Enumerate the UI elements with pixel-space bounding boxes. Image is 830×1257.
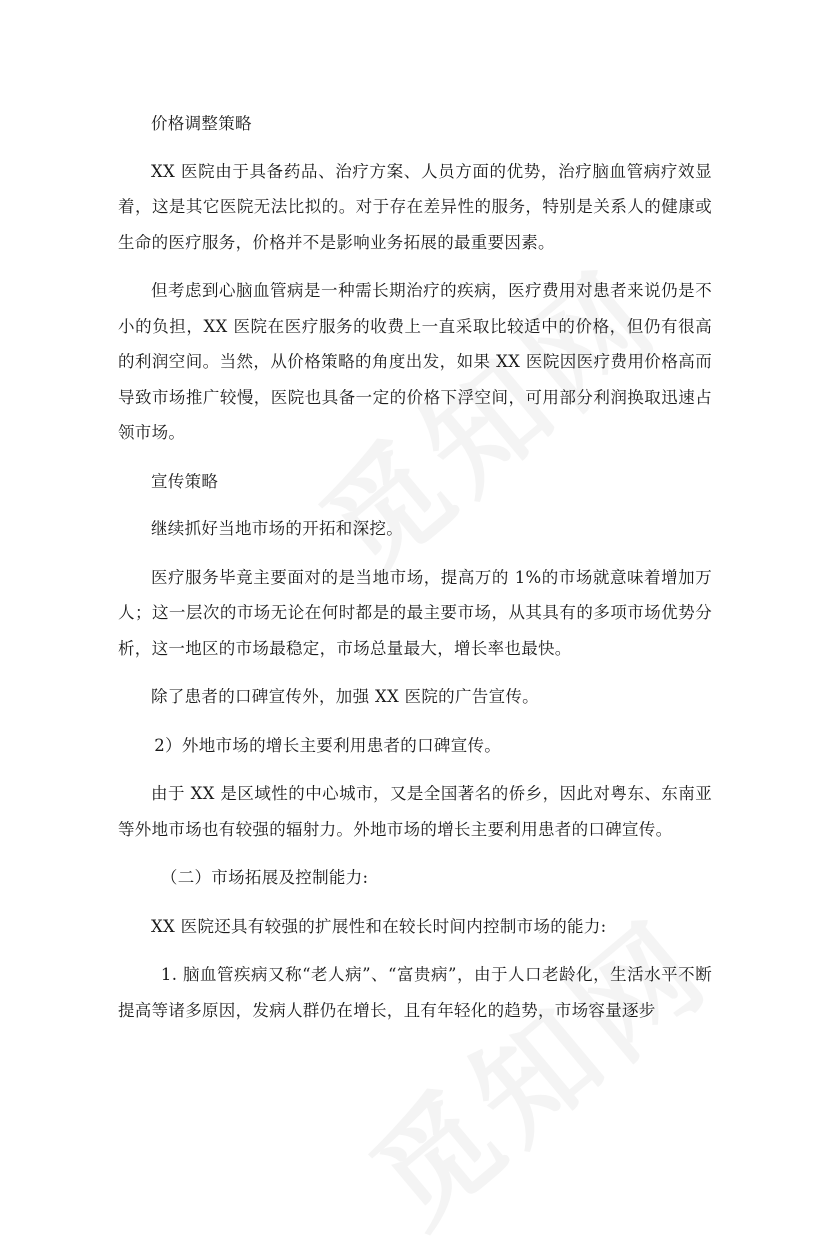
paragraph: XX 医院由于具备药品、治疗方案、人员方面的优势，治疗脑血管病疗效显着，这是其它医院无法比拟的。对于存在差异性的服务，特别是关系人的健康或生命的医疗服务，价格并不是影响业务拓展的最重要因素。 [118, 161, 712, 252]
document-body [118, 106, 712, 1041]
paragraph: 但考虑到心脑血管病是一种需长期治疗的疾病，医疗费用对患者来说仍是不小的负担，XX 医院在医疗服务的收费上一直采取比较适中的价格，但仍有很高的利润空间。当然，从价格策略的角度出发，如果 XX 医院因医疗费用价格高而导致市场推广较慢，医院也具备一定的价格下浮空间，可用部分利润换取迅速占领市场。 [118, 281, 712, 442]
paragraph: 医疗服务毕竟主要面对的是当地市场，提高万的 1%的市场就意味着增加万人；这一层次的市场无论在何时都是的最主要市场，从其具有的多项市场优势分析，这一地区的市场最稳定，市场总量最大，增长率也最快。 [118, 567, 712, 658]
paragraph: 继续抓好当地市场的开拓和深挖。 [151, 519, 403, 538]
list-item-1: 1. 脑血管疾病又称“老人病”、“富贵病”，由于人口老龄化，生活水平不断提高等诸多原因，发病人群仍在增长，且有年轻化的趋势，市场容量逐步 [118, 965, 712, 1020]
paragraph: 除了患者的口碑宣传外，加强 XX 医院的广告宣传。 [151, 687, 539, 706]
heading-price-strategy: 价格调整策略 [151, 114, 252, 133]
paragraph: 由于 XX 是区域性的中心城市，又是全国著名的侨乡，因此对粤东、东南亚等外地市场也有较强的辐射力。外地市场的增长主要利用患者的口碑宣传。 [118, 784, 712, 839]
paragraph: XX 医院还具有较强的扩展性和在较长时间内控制市场的能力: [151, 916, 607, 936]
list-item-2: 2）外地市场的增长主要利用患者的口碑宣传。 [154, 735, 502, 755]
section-heading-market-expansion: （二）市场拓展及控制能力: [160, 868, 369, 887]
heading-promotion-strategy: 宣传策略 [151, 471, 219, 491]
